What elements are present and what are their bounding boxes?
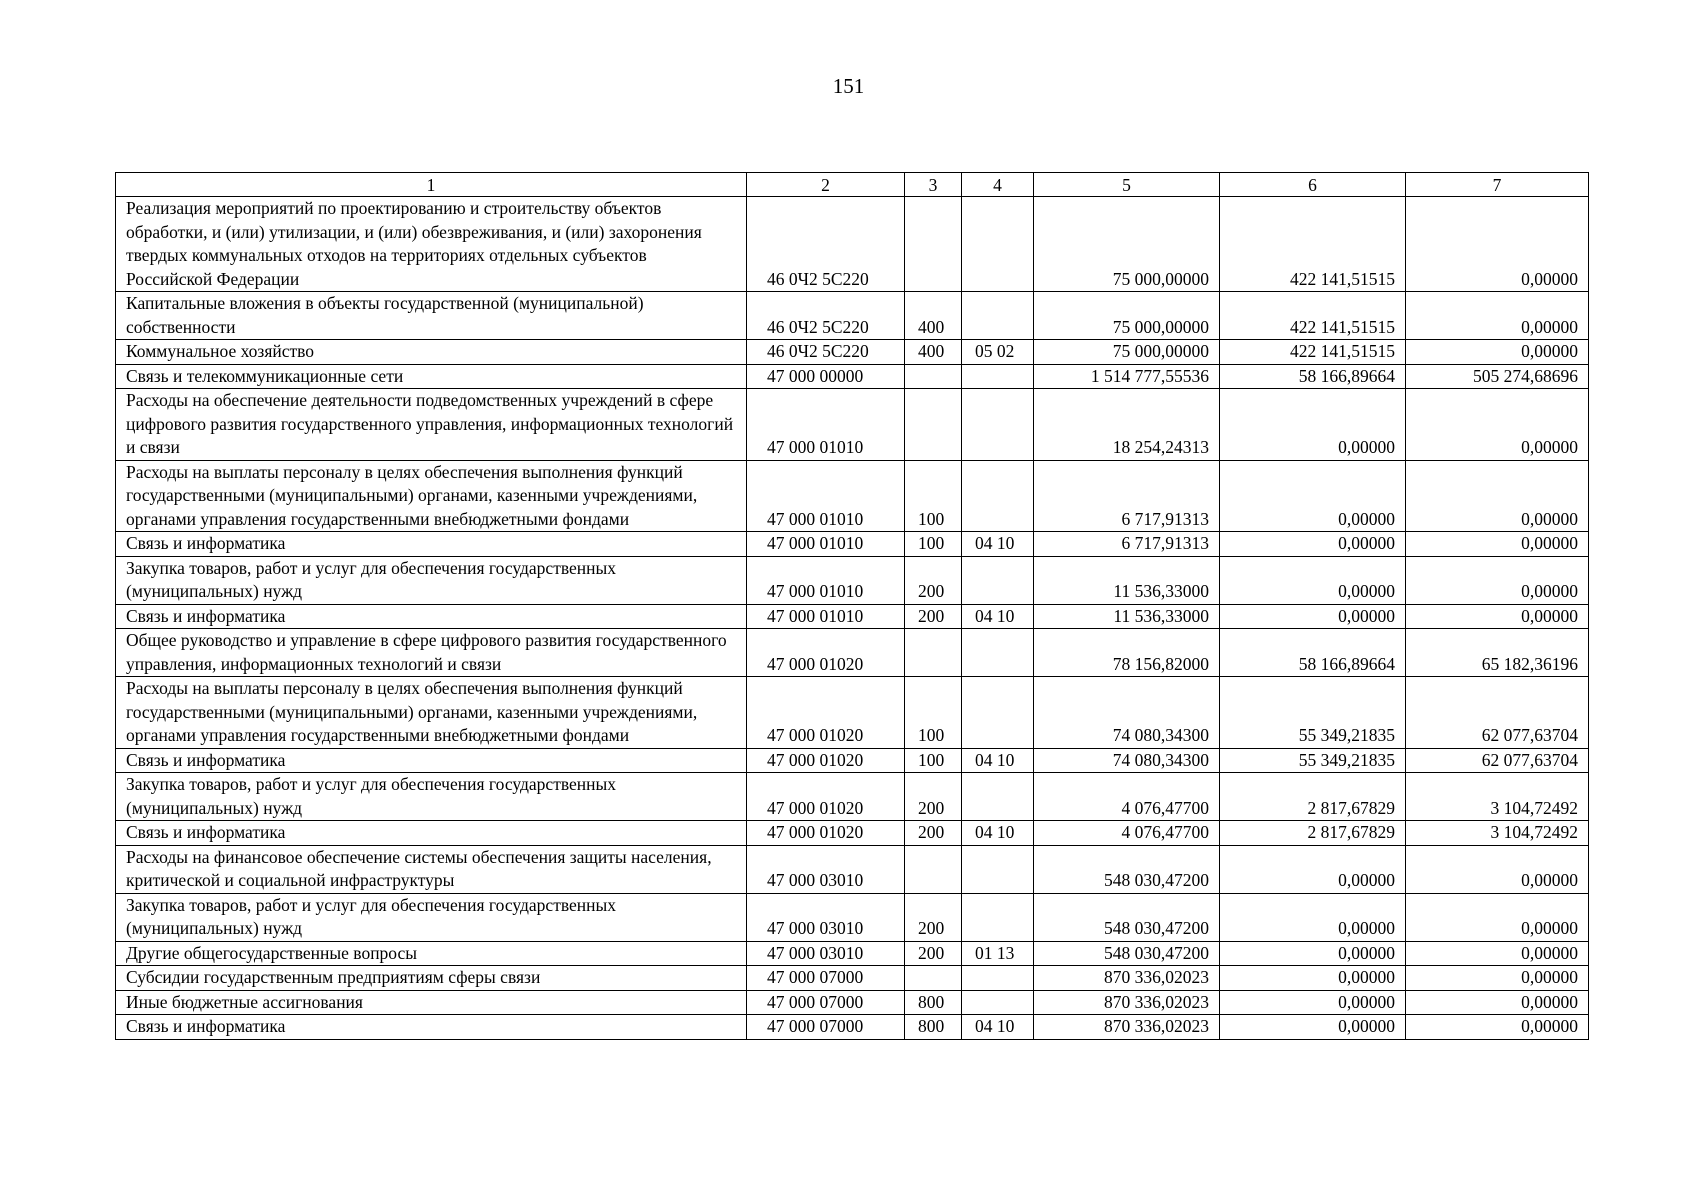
expense-type-cell: 200: [905, 941, 962, 966]
item-name-cell: Связь и информатика: [116, 532, 747, 557]
column-header: 4: [962, 173, 1034, 197]
target-article-cell: 47 000 01010: [747, 532, 905, 557]
target-article-cell: 46 0Ч2 5С220: [747, 197, 905, 292]
target-article-cell: 47 000 07000: [747, 990, 905, 1015]
section-cell: 04 10: [962, 604, 1034, 629]
amount-col6-cell: 0,00000: [1220, 1015, 1406, 1040]
section-cell: [962, 389, 1034, 461]
column-header: 2: [747, 173, 905, 197]
target-article-cell: 47 000 03010: [747, 941, 905, 966]
amount-col5-cell: 78 156,82000: [1034, 629, 1220, 677]
section-cell: 04 10: [962, 821, 1034, 846]
section-cell: [962, 629, 1034, 677]
item-name-cell: Коммунальное хозяйство: [116, 340, 747, 365]
target-article-cell: 47 000 01010: [747, 460, 905, 532]
amount-col6-cell: 55 349,21835: [1220, 748, 1406, 773]
table-row: [116, 460, 1589, 532]
amount-col7-cell: 0,00000: [1406, 389, 1589, 461]
item-name-cell: Связь и информатика: [116, 748, 747, 773]
item-name-cell: Расходы на выплаты персоналу в целях обеспечения выполнения функций государственными (муниципальными) органами, казенными учреждениями, органами управления государственными внебюджетными фондами: [116, 460, 747, 532]
amount-col5-cell: 870 336,02023: [1034, 990, 1220, 1015]
table-row: [116, 677, 1589, 749]
section-cell: [962, 845, 1034, 893]
expense-type-cell: 100: [905, 460, 962, 532]
amount-col6-cell: 0,00000: [1220, 966, 1406, 991]
target-article-cell: 47 000 03010: [747, 845, 905, 893]
amount-col6-cell: 0,00000: [1220, 556, 1406, 604]
amount-col5-cell: 11 536,33000: [1034, 556, 1220, 604]
amount-col7-cell: 505 274,68696: [1406, 364, 1589, 389]
amount-col5-cell: 4 076,47700: [1034, 773, 1220, 821]
table-row: [116, 966, 1589, 991]
budget-table: [115, 172, 1589, 1040]
amount-col7-cell: 0,00000: [1406, 893, 1589, 941]
amount-col6-cell: 55 349,21835: [1220, 677, 1406, 749]
amount-col6-cell: 0,00000: [1220, 941, 1406, 966]
expense-type-cell: 200: [905, 556, 962, 604]
amount-col6-cell: 422 141,51515: [1220, 340, 1406, 365]
amount-col7-cell: 0,00000: [1406, 941, 1589, 966]
amount-col7-cell: 0,00000: [1406, 292, 1589, 340]
table-row: [116, 604, 1589, 629]
table-row: [116, 292, 1589, 340]
expense-type-cell: 800: [905, 1015, 962, 1040]
expense-type-cell: 200: [905, 604, 962, 629]
amount-col5-cell: 548 030,47200: [1034, 893, 1220, 941]
expense-type-cell: 200: [905, 893, 962, 941]
item-name-cell: Связь и информатика: [116, 821, 747, 846]
amount-col5-cell: 11 536,33000: [1034, 604, 1220, 629]
amount-col5-cell: 74 080,34300: [1034, 748, 1220, 773]
amount-col7-cell: 0,00000: [1406, 460, 1589, 532]
target-article-cell: 47 000 07000: [747, 966, 905, 991]
amount-col6-cell: 0,00000: [1220, 460, 1406, 532]
amount-col6-cell: 422 141,51515: [1220, 197, 1406, 292]
amount-col5-cell: 75 000,00000: [1034, 340, 1220, 365]
section-cell: [962, 460, 1034, 532]
amount-col6-cell: 0,00000: [1220, 604, 1406, 629]
target-article-cell: 47 000 01020: [747, 821, 905, 846]
section-cell: [962, 893, 1034, 941]
table-row: [116, 532, 1589, 557]
target-article-cell: 47 000 07000: [747, 1015, 905, 1040]
amount-col5-cell: 1 514 777,55536: [1034, 364, 1220, 389]
expense-type-cell: [905, 966, 962, 991]
item-name-cell: Расходы на финансовое обеспечение системы обеспечения защиты населения, критической и социальной инфраструктуры: [116, 845, 747, 893]
amount-col7-cell: 0,00000: [1406, 604, 1589, 629]
amount-col7-cell: 3 104,72492: [1406, 821, 1589, 846]
item-name-cell: Связь и телекоммуникационные сети: [116, 364, 747, 389]
amount-col5-cell: 870 336,02023: [1034, 966, 1220, 991]
amount-col5-cell: 75 000,00000: [1034, 292, 1220, 340]
section-cell: 01 13: [962, 941, 1034, 966]
expense-type-cell: [905, 389, 962, 461]
amount-col7-cell: 0,00000: [1406, 532, 1589, 557]
amount-col5-cell: 870 336,02023: [1034, 1015, 1220, 1040]
expense-type-cell: 800: [905, 990, 962, 1015]
item-name-cell: Связь и информатика: [116, 1015, 747, 1040]
section-cell: [962, 556, 1034, 604]
table-row: [116, 1015, 1589, 1040]
table-row: [116, 893, 1589, 941]
column-header: 5: [1034, 173, 1220, 197]
amount-col6-cell: 0,00000: [1220, 389, 1406, 461]
item-name-cell: Связь и информатика: [116, 604, 747, 629]
column-header: 1: [116, 173, 747, 197]
target-article-cell: 47 000 01010: [747, 556, 905, 604]
target-article-cell: 47 000 01020: [747, 748, 905, 773]
section-cell: [962, 773, 1034, 821]
item-name-cell: Закупка товаров, работ и услуг для обеспечения государственных (муниципальных) нужд: [116, 773, 747, 821]
target-article-cell: 47 000 00000: [747, 364, 905, 389]
amount-col7-cell: 0,00000: [1406, 845, 1589, 893]
section-cell: 04 10: [962, 1015, 1034, 1040]
item-name-cell: Реализация мероприятий по проектированию и строительству объектов обработки, и (или) утилизации, и (или) обезвреживания, и (или) захоронения твердых коммунальных отходов на территориях отдельных субъектов Российской Федерации: [116, 197, 747, 292]
column-header: 6: [1220, 173, 1406, 197]
expense-type-cell: [905, 364, 962, 389]
table-row: [116, 845, 1589, 893]
amount-col6-cell: 58 166,89664: [1220, 364, 1406, 389]
section-cell: [962, 292, 1034, 340]
target-article-cell: 47 000 01020: [747, 677, 905, 749]
expense-type-cell: 400: [905, 340, 962, 365]
table-row: [116, 197, 1589, 292]
table-row: [116, 340, 1589, 365]
section-cell: [962, 966, 1034, 991]
table-row: [116, 821, 1589, 846]
amount-col7-cell: 0,00000: [1406, 990, 1589, 1015]
table-row: [116, 748, 1589, 773]
table-row: [116, 941, 1589, 966]
target-article-cell: 47 000 01020: [747, 773, 905, 821]
section-cell: 05 02: [962, 340, 1034, 365]
column-header: 7: [1406, 173, 1589, 197]
amount-col5-cell: 75 000,00000: [1034, 197, 1220, 292]
amount-col5-cell: 6 717,91313: [1034, 460, 1220, 532]
item-name-cell: Расходы на выплаты персоналу в целях обеспечения выполнения функций государственными (муниципальными) органами, казенными учреждениями, органами управления государственными внебюджетными фондами: [116, 677, 747, 749]
expense-type-cell: 100: [905, 677, 962, 749]
table-row: [116, 990, 1589, 1015]
amount-col7-cell: 62 077,63704: [1406, 748, 1589, 773]
table-row: [116, 556, 1589, 604]
expense-type-cell: [905, 197, 962, 292]
target-article-cell: 47 000 03010: [747, 893, 905, 941]
section-cell: [962, 197, 1034, 292]
amount-col7-cell: 62 077,63704: [1406, 677, 1589, 749]
item-name-cell: Иные бюджетные ассигнования: [116, 990, 747, 1015]
amount-col7-cell: 0,00000: [1406, 197, 1589, 292]
header-row: [116, 173, 1589, 197]
expense-type-cell: 200: [905, 821, 962, 846]
table-row: [116, 389, 1589, 461]
amount-col7-cell: 0,00000: [1406, 340, 1589, 365]
amount-col5-cell: 6 717,91313: [1034, 532, 1220, 557]
item-name-cell: Закупка товаров, работ и услуг для обеспечения государственных (муниципальных) нужд: [116, 556, 747, 604]
expense-type-cell: [905, 845, 962, 893]
section-cell: [962, 364, 1034, 389]
expense-type-cell: 200: [905, 773, 962, 821]
expense-type-cell: [905, 629, 962, 677]
amount-col6-cell: 422 141,51515: [1220, 292, 1406, 340]
amount-col7-cell: 0,00000: [1406, 1015, 1589, 1040]
target-article-cell: 46 0Ч2 5С220: [747, 340, 905, 365]
amount-col7-cell: 0,00000: [1406, 966, 1589, 991]
target-article-cell: 47 000 01020: [747, 629, 905, 677]
amount-col6-cell: 0,00000: [1220, 532, 1406, 557]
item-name-cell: Закупка товаров, работ и услуг для обеспечения государственных (муниципальных) нужд: [116, 893, 747, 941]
table-row: [116, 773, 1589, 821]
amount-col5-cell: 4 076,47700: [1034, 821, 1220, 846]
amount-col6-cell: 58 166,89664: [1220, 629, 1406, 677]
page-number: 151: [832, 74, 865, 98]
amount-col6-cell: 2 817,67829: [1220, 773, 1406, 821]
expense-type-cell: 100: [905, 532, 962, 557]
amount-col7-cell: 65 182,36196: [1406, 629, 1589, 677]
amount-col5-cell: 548 030,47200: [1034, 941, 1220, 966]
target-article-cell: 47 000 01010: [747, 604, 905, 629]
amount-col5-cell: 548 030,47200: [1034, 845, 1220, 893]
table-row: [116, 364, 1589, 389]
table-row: [116, 629, 1589, 677]
item-name-cell: Другие общегосударственные вопросы: [116, 941, 747, 966]
item-name-cell: Субсидии государственным предприятиям сферы связи: [116, 966, 747, 991]
item-name-cell: Общее руководство и управление в сфере цифрового развития государственного управления, информационных технологий и связи: [116, 629, 747, 677]
section-cell: [962, 990, 1034, 1015]
item-name-cell: Расходы на обеспечение деятельности подведомственных учреждений в сфере цифрового развития государственного управления, информационных технологий и связи: [116, 389, 747, 461]
target-article-cell: 46 0Ч2 5С220: [747, 292, 905, 340]
amount-col5-cell: 74 080,34300: [1034, 677, 1220, 749]
section-cell: 04 10: [962, 532, 1034, 557]
amount-col7-cell: 0,00000: [1406, 556, 1589, 604]
amount-col6-cell: 0,00000: [1220, 845, 1406, 893]
table-body: [116, 197, 1589, 1040]
expense-type-cell: 100: [905, 748, 962, 773]
amount-col6-cell: 2 817,67829: [1220, 821, 1406, 846]
item-name-cell: Капитальные вложения в объекты государственной (муниципальной) собственности: [116, 292, 747, 340]
column-header: 3: [905, 173, 962, 197]
amount-col7-cell: 3 104,72492: [1406, 773, 1589, 821]
amount-col6-cell: 0,00000: [1220, 990, 1406, 1015]
expense-type-cell: 400: [905, 292, 962, 340]
amount-col6-cell: 0,00000: [1220, 893, 1406, 941]
target-article-cell: 47 000 01010: [747, 389, 905, 461]
amount-col5-cell: 18 254,24313: [1034, 389, 1220, 461]
section-cell: 04 10: [962, 748, 1034, 773]
section-cell: [962, 677, 1034, 749]
